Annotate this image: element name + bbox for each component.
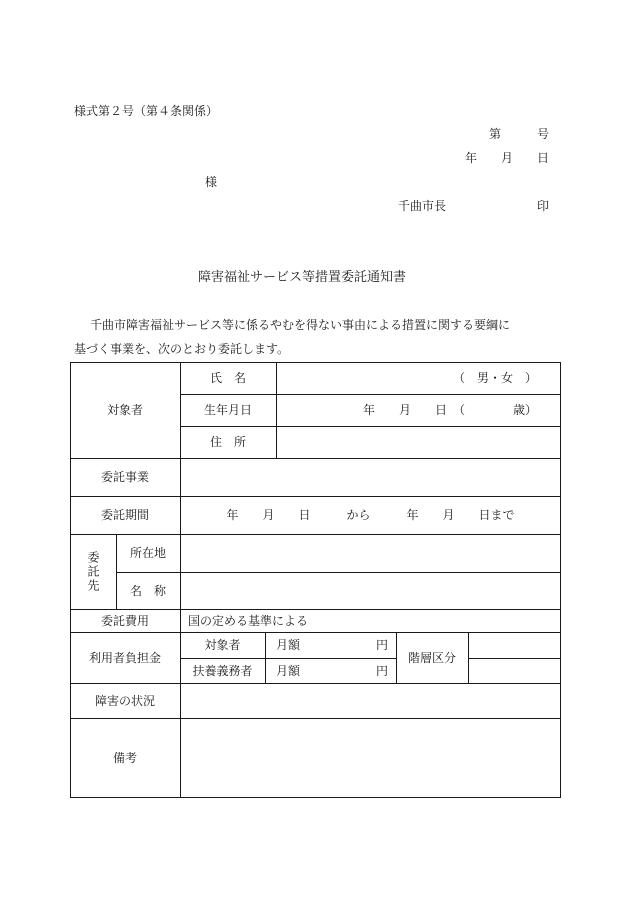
yen-unit-supporter: 円: [375, 663, 388, 678]
period-value: 年 月 日 から 年 月 日まで: [226, 508, 515, 522]
address-label: 住 所: [209, 435, 246, 449]
cost-value: 国の定める基準による: [188, 613, 309, 628]
document-title: 障害福祉サービス等措置委託通知書: [198, 270, 407, 285]
service-label: 委託事業: [100, 470, 149, 484]
document-number-label: 第 号: [488, 127, 549, 141]
seal-mark: 印: [536, 199, 549, 213]
birthdate-label: 生年月日: [203, 403, 252, 417]
location-label: 所在地: [129, 546, 166, 560]
subject-label: 対象者: [106, 403, 143, 417]
burden-label: 利用者負担金: [88, 650, 161, 665]
monthly-label-subject: 月額: [276, 638, 301, 652]
consignment-table: [70, 362, 561, 798]
tier-label: 階層区分: [407, 650, 456, 665]
name-label: 氏 名: [209, 371, 246, 385]
contractor-name-label: 名 称: [129, 583, 166, 598]
date-label: 年 月 日: [464, 151, 549, 165]
yen-unit-subject: 円: [375, 638, 388, 652]
body-text-line-2: 基づく事業を、次のとおり委託します。: [74, 342, 290, 356]
remarks-label: 備考: [112, 751, 137, 765]
form-number: 様式第２号（第４条関係）: [74, 104, 219, 118]
addressee-suffix: 様: [205, 175, 218, 189]
birthdate-value: 年 月 日 （ 歳）: [362, 403, 537, 417]
body-text-line-1: 千曲市障害福祉サービス等に係るやむを得ない事由による措置に関する要綱に: [90, 318, 511, 332]
contractor-label: 委託先: [86, 550, 100, 593]
gender-selection: （ 男・女 ）: [452, 371, 537, 385]
period-label: 委託期間: [100, 508, 149, 522]
cost-label: 委託費用: [100, 613, 149, 628]
monthly-label-supporter: 月額: [276, 663, 301, 678]
disability-label: 障害の状況: [94, 693, 155, 708]
issuer-name: 千曲市長: [398, 199, 447, 213]
burden-supporter-label: 扶養義務者: [192, 663, 253, 678]
burden-subject-label: 対象者: [204, 638, 241, 652]
